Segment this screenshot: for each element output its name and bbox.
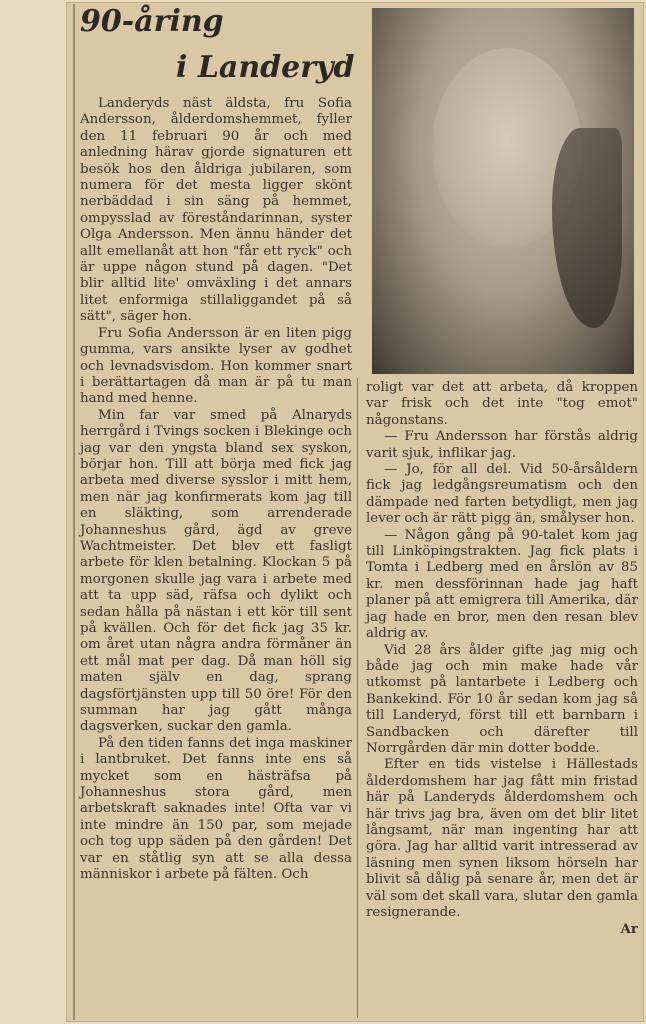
- headline-line-2: i Landeryd: [176, 50, 355, 85]
- paragraph: — Fru Andersson har förstås aldrig varit sjuk, inflikar jag.: [366, 429, 638, 461]
- paragraph: Efter en tids vistelse i Hällestads ålderdomshem har jag fått min fristad här på Landeryds ålderdomshem och här trivs jag bra, även om det blir litet långsamt, när man ingenting har att göra. Jag har alltid varit intresserad av läsning men synen liksom hörseln har blivit så dålig på senare år, men det är väl som det skall vara, slutar den gamla resignerande.: [366, 757, 638, 920]
- paragraph: Min far var smed på Alnaryds herrgård i Tvings socken i Blekinge och jag var den yngsta bland sex syskon, börjar hon. Till att börja med fick jag arbeta med diverse sysslor i mitt hem, men när jag konfirmerats kom jag till en släkting, som arrenderade Johanneshus gård, ägd av greve Wachtmeister. Det blev ett fasligt arbete för klen betalning. Klockan 5 på morgonen skulle jag vara i arbete med att ta upp säd, räfsa och dylikt och sedan hålla på nästan i ett kör till sent på kvällen. Och för det fick jag 35 kr. om året utan några andra förmåner än ett mål mat per dag. Då man höll sig maten själv en dag, sprang dagsförtjänsten upp till 50 öre! För den summan har jag gått många dagsverken, suckar den gamla.: [80, 407, 352, 735]
- column-divider: [357, 378, 358, 1018]
- paragraph: Landeryds näst äldsta, fru Sofia Andersson, ålderdomshemmet, fyller den 11 februari 90 år och med anledning härav gjorde signaturen ett besök hos den åldriga jubilaren, som numera för det mesta ligger skönt nerbäddad i sin säng på hemmet, ompysslad av föreståndarinnan, syster Olga Andersson. Men ännu händer det allt emellanåt att hon "får ett ryck" och är uppe någon stund på dagen. "Det blir alltid lite' omväxling i det annars litet enformiga stillaliggandet på så sätt", säger hon.: [80, 96, 352, 325]
- article-column-right: [366, 380, 638, 938]
- article-column-left: [80, 96, 352, 884]
- headline-line-1: 90-åring: [80, 4, 224, 39]
- paragraph: roligt var det att arbeta, då kroppen var frisk och det inte "tog emot" någonstans.: [366, 380, 638, 428]
- headline: [80, 2, 368, 90]
- left-border-rule: [73, 4, 75, 1020]
- paragraph: Fru Sofia Andersson är en liten pigg gumma, vars ansikte lyser av godhet och levnadsvisdom. Hon kommer snart i berättartagen då man är på tu man hand med henne.: [80, 325, 352, 407]
- paragraph: — Jo, för all del. Vid 50-årsåldern fick jag ledgångsreumatism och den dämpade ned farten betydligt, men jag lever och är rätt pigg än, smålyser hon.: [366, 462, 638, 527]
- paragraph: — Någon gång på 90-talet kom jag till Linköpingstrakten. Jag fick plats i Tomta i Ledberg med en årslön av 85 kr. men dessförinnan hade jag haft planer på att emigrera till Amerika, där jag hade en bror, men den resan blev aldrig av.: [366, 527, 638, 642]
- portrait-photo: [372, 8, 634, 374]
- paragraph: Vid 28 års ålder gifte jag mig och både jag och min make hade vår utkomst på lantarbete i Ledberg och Bankekind. För 10 år sedan kom jag så till Landeryd, först till ett barnbarn i Sandbacken och därefter till Norrgården där min dotter bodde.: [366, 642, 638, 756]
- portrait-hair: [552, 128, 622, 328]
- author-signature: Ar: [620, 921, 638, 938]
- paragraph: På den tiden fanns det inga maskiner i lantbruket. Det fanns inte ens så mycket som en hästräfsa på Johanneshus stora gård, men arbetskraft saknades inte! Ofta var vi inte mindre än 150 par, som mejade och tog upp säden på den gården! Det var en ståtlig syn att se alla dessa människor i arbete på fälten. Och: [80, 735, 352, 883]
